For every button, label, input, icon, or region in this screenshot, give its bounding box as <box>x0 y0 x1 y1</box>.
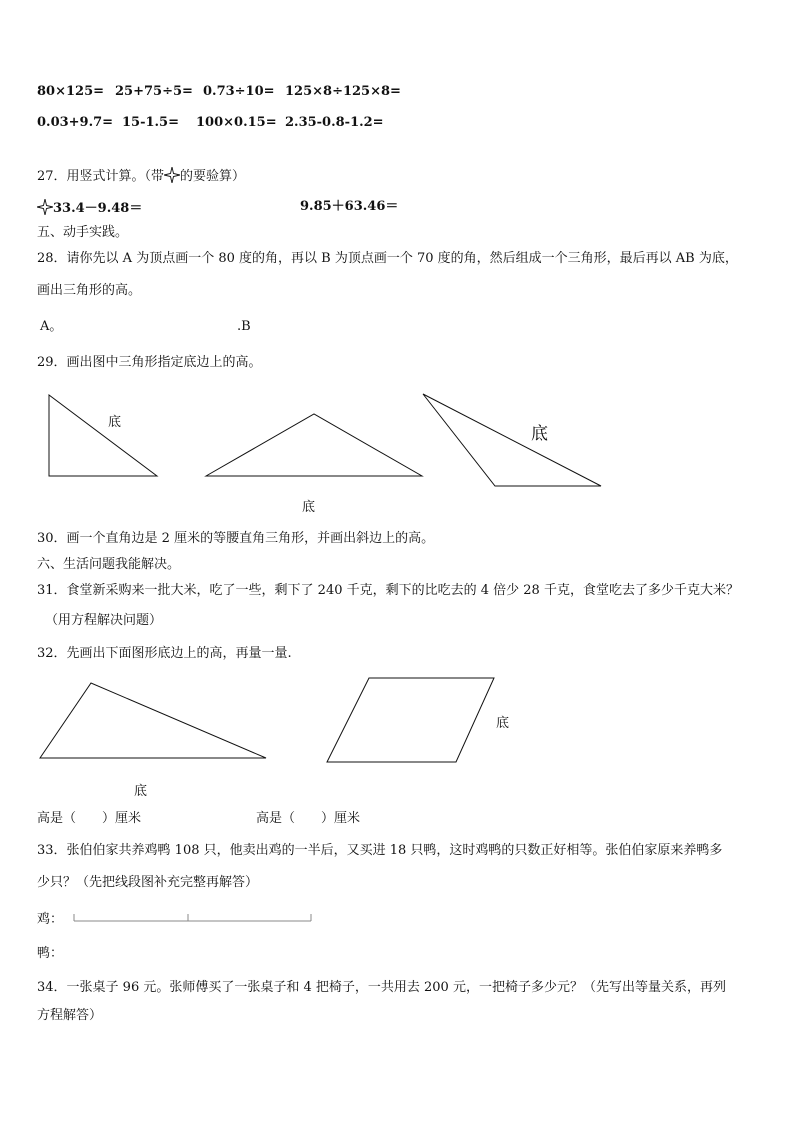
question-33-line-2: 少只？（先把线段图补充完整再解答） <box>37 875 259 890</box>
q29-base-label-1: 底 <box>108 415 122 430</box>
calc-item: 0.03+9.7= <box>37 115 114 130</box>
q32-triangle <box>40 683 266 758</box>
q32-parallelogram <box>327 678 494 762</box>
question-28-line-2: 画出三角形的高。 <box>37 283 142 298</box>
q32-answer-1: 高是（ ）厘米 <box>37 811 142 826</box>
calc-item: 2.35-0.8-1.2= <box>285 115 384 130</box>
calc-item: 0.73÷10= <box>203 84 275 99</box>
q27-title-post: 的要验算） <box>180 169 246 184</box>
duck-label: 鸭： <box>37 946 64 961</box>
q32-answer-2: 高是（ ）厘米 <box>256 811 361 826</box>
q27-expr-2: 9.85＋63.46＝ <box>300 199 399 214</box>
calc-item: 15-1.5= <box>122 115 179 130</box>
section-5-heading: 五、动手实践。 <box>37 225 129 240</box>
calc-item: 125×8÷125×8= <box>285 84 401 99</box>
question-34-line-1: 34．一张桌子 96 元。张师傅买了一张桌子和 4 把椅子，一共用去 200 元，一把椅子多少元？（先写出等量关系，再列 <box>37 980 726 995</box>
q29-triangle-3 <box>423 394 601 486</box>
calc-item: 80×125= <box>37 84 105 99</box>
question-28-line-1: 28．请你先以 A 为顶点画一个 80 度的角，再以 B 为顶点画一个 70 度的角，然后组成一个三角形，最后再以 AB 为底， <box>37 251 738 266</box>
q29-base-label-2: 底 <box>302 500 316 515</box>
question-30: 30．画一个直角边是 2 厘米的等腰直角三角形，并画出斜边上的高。 <box>37 531 435 546</box>
question-29-title: 29．画出图中三角形指定底边上的高。 <box>37 355 262 370</box>
question-32-title: 32．先画出下面图形底边上的高，再量一量. <box>37 646 292 661</box>
chicken-line-segment <box>74 914 311 921</box>
point-b-label: .B <box>237 319 251 334</box>
question-34-line-2: 方程解答） <box>37 1008 103 1023</box>
point-a-label: A。 <box>40 319 63 334</box>
calc-item: 100×0.15= <box>196 115 277 130</box>
q27-title-pre: 27．用竖式计算。（带 <box>37 169 165 184</box>
q32-base-label-1: 底 <box>134 784 148 799</box>
q32-base-label-2: 底 <box>496 716 510 731</box>
q29-triangle-2 <box>206 414 422 476</box>
q29-base-label-3: 底 <box>531 424 548 444</box>
q29-triangle-1 <box>49 395 157 476</box>
question-33-line-1: 33．张伯伯家共养鸡鸭 108 只，他卖出鸡的一半后，又买进 18 只鸭，这时鸡鸭的只数正好相等。张伯伯家原来养鸭多 <box>37 843 723 858</box>
question-31-line-2: （用方程解决问题） <box>45 613 163 628</box>
question-31-line-1: 31．食堂新采购来一批大米，吃了一些，剩下了 240 千克，剩下的比吃去的 4 倍少 28 千克，食堂吃去了多少千克大米？ <box>37 583 739 598</box>
calc-item: 25+75÷5= <box>115 84 193 99</box>
q27-expr-1-text: 33.4－9.48＝ <box>53 201 143 216</box>
section-6-heading: 六、生活问题我能解决。 <box>37 557 181 572</box>
chicken-label: 鸡： <box>37 912 64 927</box>
